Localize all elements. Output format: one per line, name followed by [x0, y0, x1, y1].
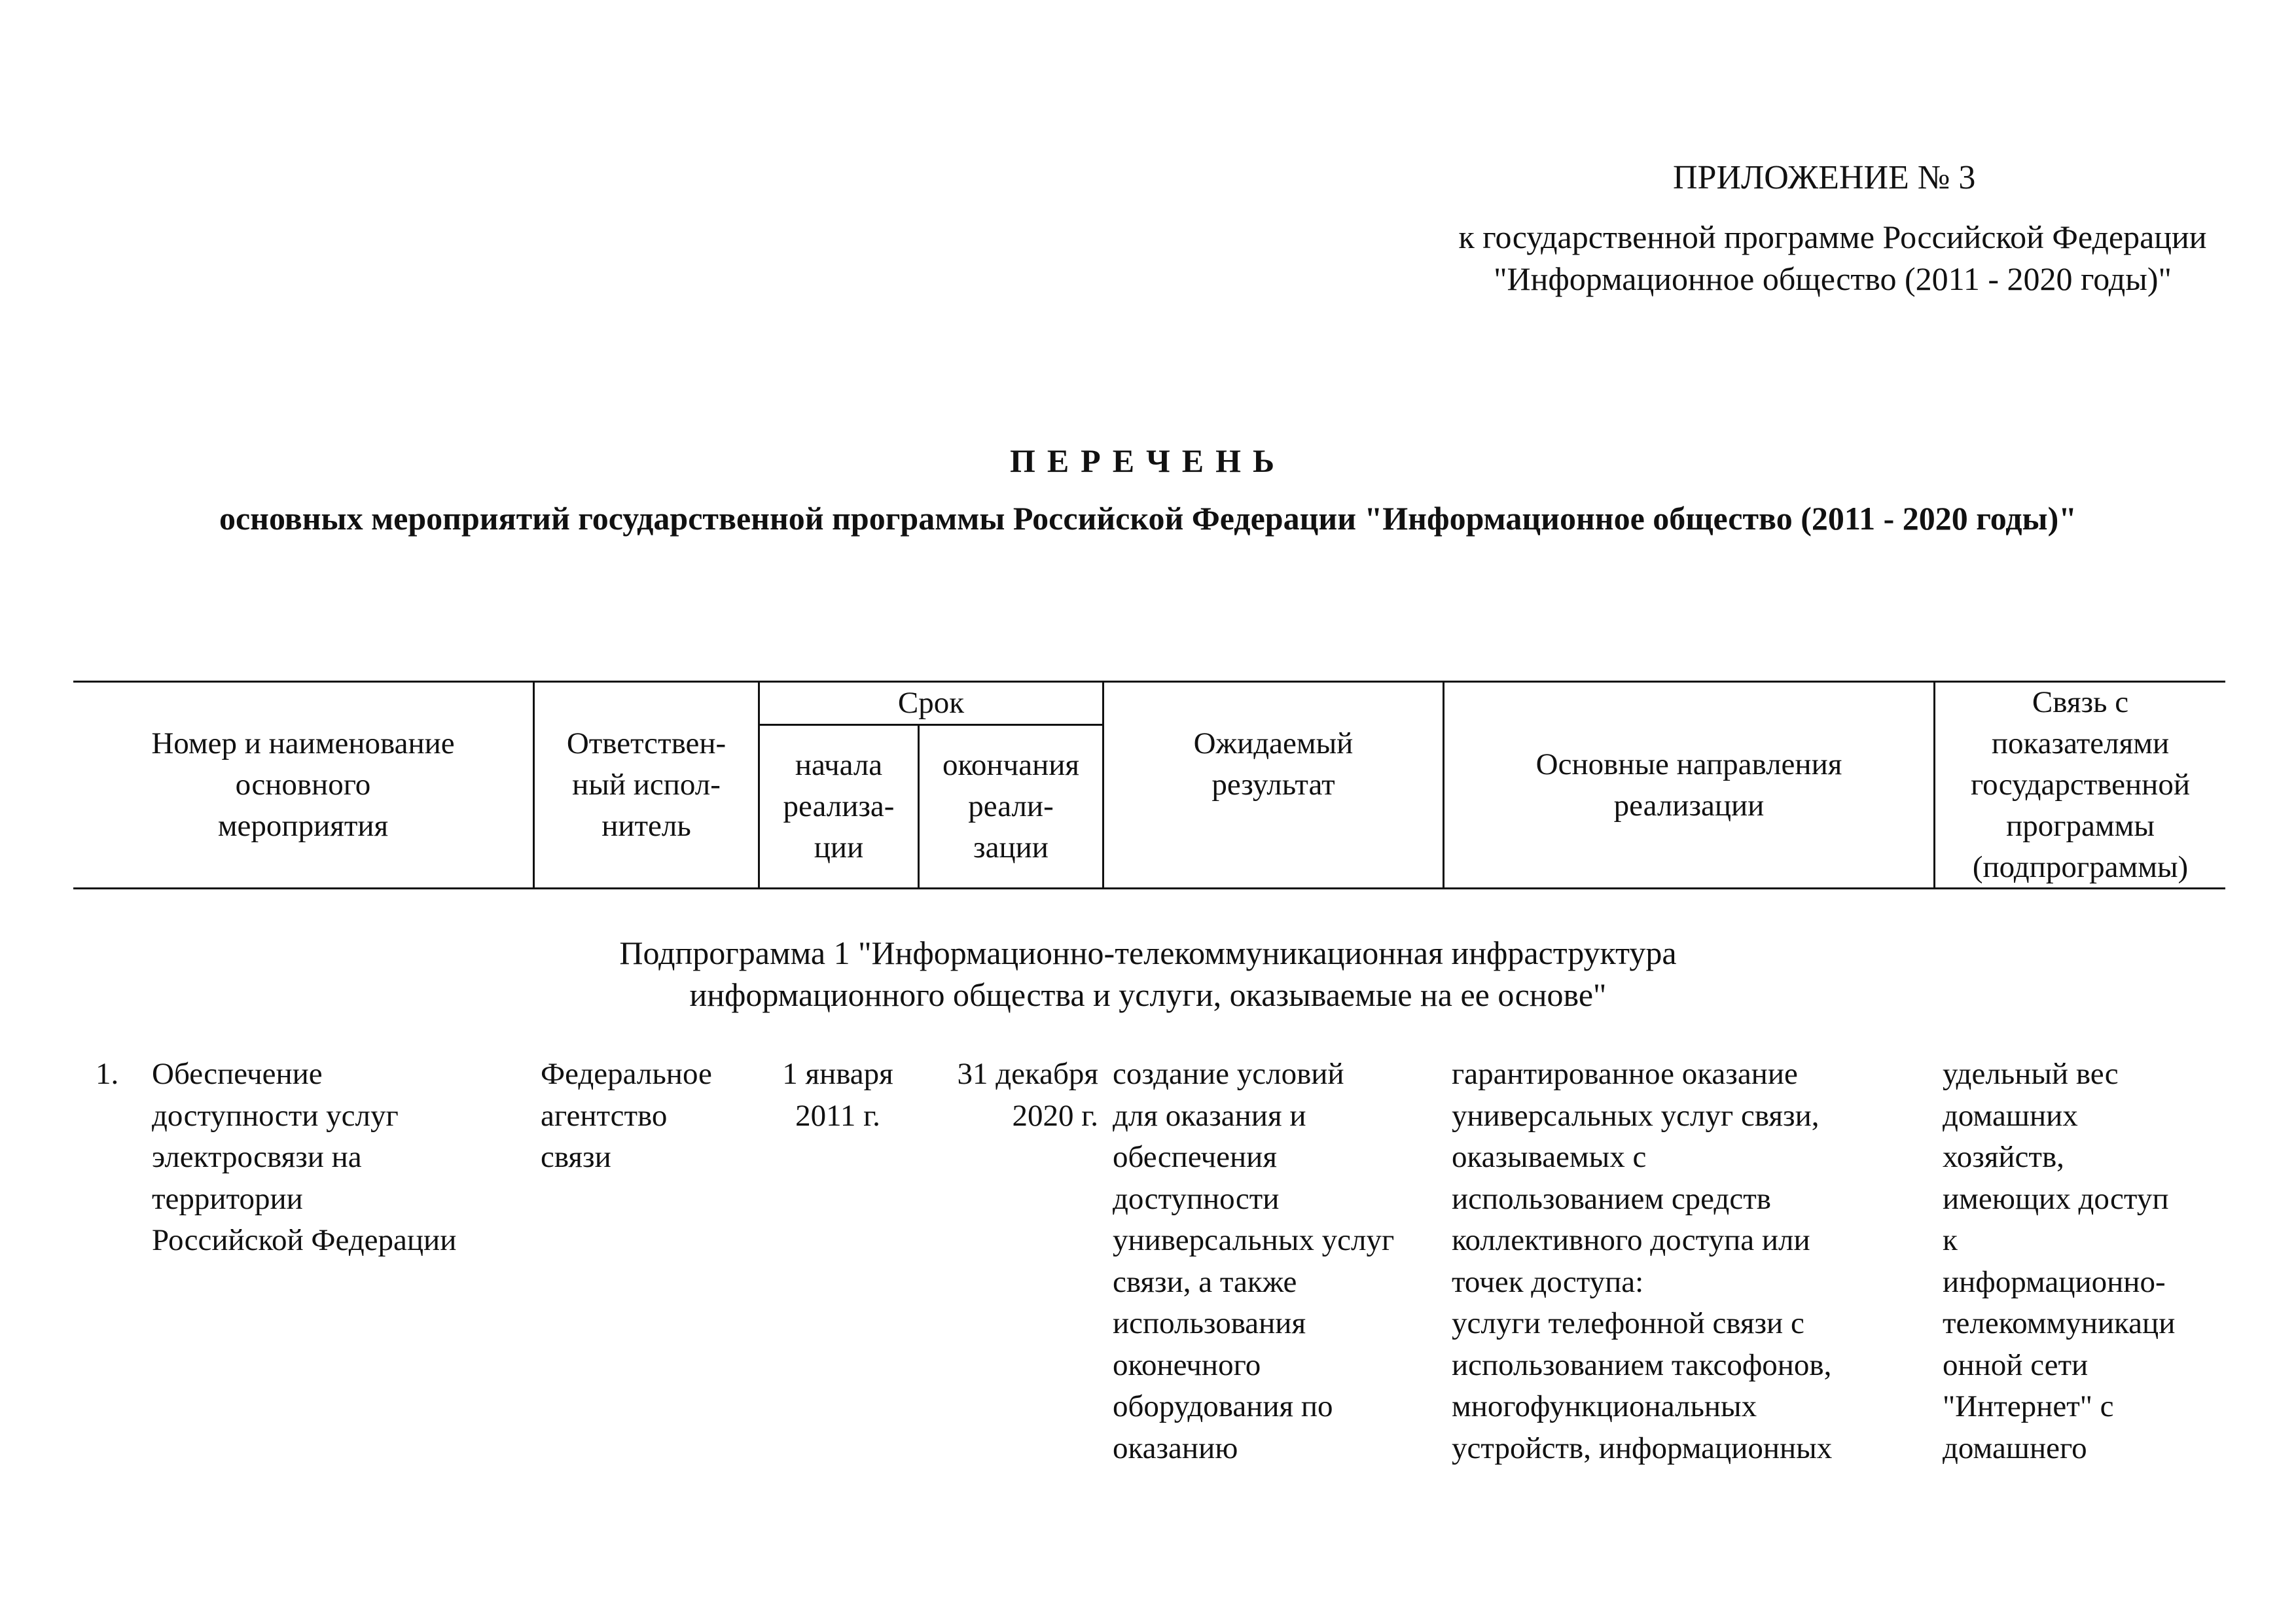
- table-header-bottom-border: [73, 887, 2225, 889]
- header-result: Ожидаемый результат: [1193, 726, 1354, 802]
- header-directions: Основные направления реализации: [1535, 747, 1842, 823]
- row-result: создание условий для оказания и обеспечения доступности универсальных услуг связи, а также использования оконечного оборудования по оказанию: [1113, 1057, 1395, 1465]
- row-executor: Федеральное агентство связи: [541, 1057, 712, 1174]
- row-end: 31 декабря 2020 г.: [957, 1057, 1098, 1133]
- document-title: ПЕРЕЧЕНЬ: [1009, 442, 1287, 479]
- header-term-end: окончания реали- зации: [942, 748, 1080, 865]
- row-number: 1.: [96, 1057, 119, 1091]
- row-start: 1 января 2011 г.: [782, 1057, 893, 1133]
- subprogram-title: Подпрограмма 1 "Информационно-телекоммуникационная инфраструктура информационного общества и услуги, оказываемые на ее основе": [619, 935, 1677, 1013]
- row-indicators: удельный вес домашних хозяйств, имеющих доступ к информационно- телекоммуникаци онной сети "Интернет" с домашнего: [1943, 1057, 2176, 1465]
- header-term: Срок: [897, 686, 965, 720]
- appendix-subtitle: к государственной программе Российской Федерации "Информационное общество (2011 - 2020 годы)": [1458, 219, 2207, 297]
- header-term-start: начала реализа- ции: [783, 748, 895, 865]
- document-subtitle: основных мероприятий государственной программы Российской Федерации "Информационное общество (2011 - 2020 годы)": [219, 500, 2077, 537]
- row-name: Обеспечение доступности услуг электросвязи на территории Российской Федерации: [152, 1057, 457, 1257]
- appendix-title: ПРИЛОЖЕНИЕ № 3: [1673, 159, 1976, 196]
- header-executor: Ответствен- ный испол- нитель: [566, 726, 726, 843]
- header-name: Номер и наименование основного мероприятия: [151, 726, 455, 843]
- row-directions: гарантированное оказание универсальных услуг связи, оказываемых с использованием средств коллективного доступа или точек доступа: услуги телефонной связи с использованием таксофонов, многофункциональных устройств, информационных: [1452, 1057, 1833, 1465]
- header-indicators: Связь с показателями государственной программы (подпрограммы): [1971, 685, 2190, 884]
